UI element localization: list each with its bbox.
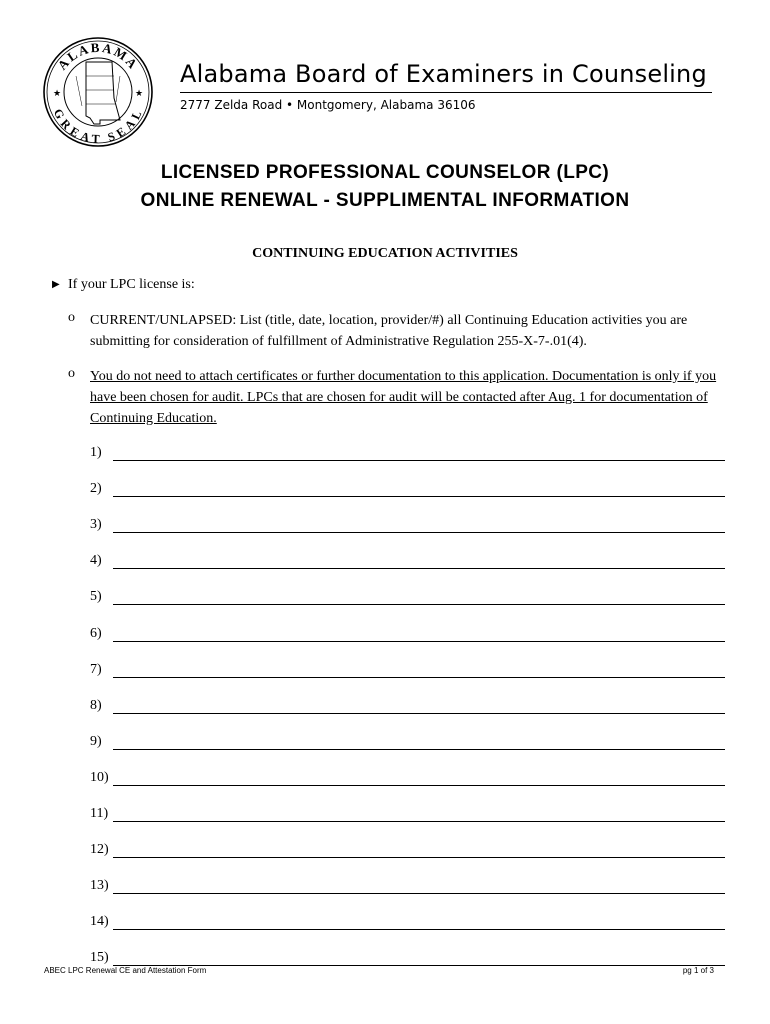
entry-number: 15) [90, 950, 109, 965]
entry-number: 8) [90, 698, 102, 713]
list-marker: o [68, 310, 75, 325]
document-title-line2: ONLINE RENEWAL - SUPPLIMENTAL INFORMATION [140, 190, 630, 211]
entry-number: 12) [90, 842, 109, 857]
entry-number: 4) [90, 553, 102, 568]
entry-number: 9) [90, 734, 102, 749]
entry-number: 2) [90, 481, 102, 496]
seal-text-bottom: GREAT SEAL [50, 106, 146, 146]
triangle-bullet-icon: ▶ [52, 279, 60, 290]
star-icon: ★ [53, 89, 62, 99]
alabama-great-seal [42, 36, 154, 148]
entry-number: 1) [90, 445, 102, 460]
ce-entry-line[interactable] [113, 821, 725, 822]
entry-number: 10) [90, 770, 109, 785]
star-icon: ★ [135, 89, 144, 99]
list-marker: o [68, 366, 75, 381]
ce-entry-line[interactable] [113, 496, 725, 497]
organization-address: 2777 Zelda Road • Montgomery, Alabama 36106 [180, 98, 476, 112]
lead-text: If your LPC license is: [68, 277, 195, 292]
ce-entry-line[interactable] [113, 532, 725, 533]
svg-text:ALABAMA [54, 40, 141, 73]
ce-entry-line[interactable] [113, 785, 725, 786]
footer-form-name: ABEC LPC Renewal CE and Attestation Form [44, 966, 207, 975]
ce-entry-line[interactable] [113, 713, 725, 714]
ce-entry-line[interactable] [113, 857, 725, 858]
entry-number: 6) [90, 626, 102, 641]
seal-text-top: ALABAMA [54, 39, 142, 73]
entry-number: 5) [90, 589, 102, 604]
ce-entry-line[interactable] [113, 929, 725, 930]
ce-entry-line[interactable] [113, 604, 725, 605]
ce-entry-line[interactable] [113, 568, 725, 569]
ce-entry-line[interactable] [113, 677, 725, 678]
ce-entry-line[interactable] [113, 641, 725, 642]
section-heading: CONTINUING EDUCATION ACTIVITIES [252, 246, 518, 261]
footer-page-number: pg 1 of 3 [682, 966, 714, 975]
organization-name: Alabama Board of Examiners in Counseling [180, 60, 707, 88]
document-title-line1: LICENSED PROFESSIONAL COUNSELOR (LPC) [160, 162, 610, 183]
entry-number: 11) [90, 806, 109, 821]
ce-entry-line[interactable] [113, 893, 725, 894]
entry-number: 3) [90, 517, 102, 532]
instruction-paragraph-documentation: You do not need to attach certificates or further documentation to this application. Documentation is only if you have been chosen for audit. LPCs that are chosen for audit will be contacted after Aug. 1 for documentation of Continuing Education. [90, 369, 717, 426]
entry-number: 13) [90, 878, 109, 893]
ce-entry-line[interactable] [113, 749, 725, 750]
entry-number: 7) [90, 662, 102, 677]
entry-number: 14) [90, 914, 109, 929]
ce-entry-line[interactable] [113, 460, 725, 461]
instruction-paragraph-current: CURRENT/UNLAPSED: List (title, date, location, provider/#) all Continuing Education activities you are submitting for consideration of fulfillment of Administrative Regulation 255-X-7-.01(4). [90, 313, 688, 349]
letterhead-rule [180, 92, 712, 93]
